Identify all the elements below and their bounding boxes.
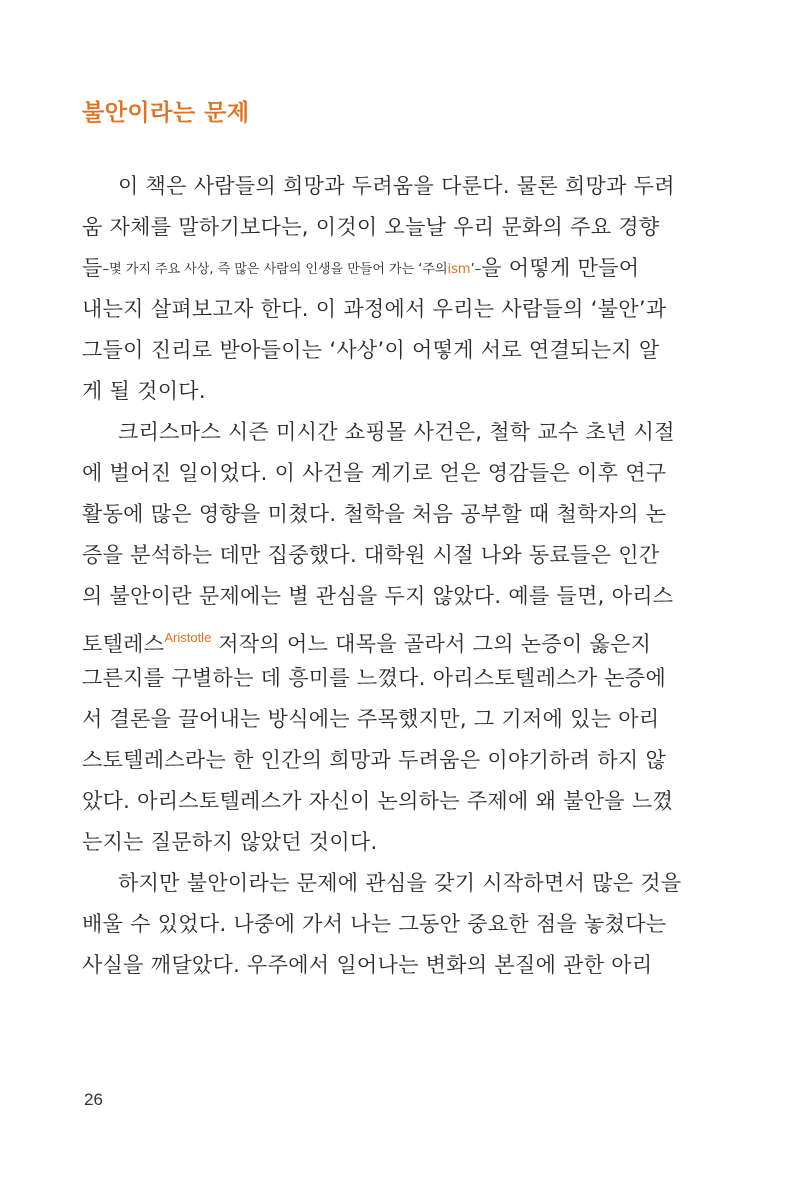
paragraph-line: 활동에 많은 영향을 미쳤다. 철학을 처음 공부할 때 철학자의 논 (82, 502, 667, 526)
paragraph-line-with-note (82, 248, 718, 289)
paragraph-line: 내는지 살펴보고자 한다. 이 과정에서 우리는 사람들의 ‘불안’과 (82, 297, 667, 321)
paragraph-line: 스토텔레스라는 한 인간의 희망과 두려움은 이야기하려 하지 않 (82, 748, 667, 772)
paragraph-line: 의 불안이란 문제에는 별 관심을 두지 않았다. 예를 들면, 아리스 (82, 584, 674, 608)
line-text: 을 어떻게 만들어 (481, 256, 640, 280)
paragraph-line: 하지만 불안이라는 문제에 관심을 갖기 시작하면서 많은 것을 (118, 871, 682, 895)
paragraph-line: 그들이 진리로 받아들이는 ‘사상’이 어떻게 서로 연결되는지 알 (82, 338, 660, 362)
paragraph-line: 이 책은 사람들의 희망과 두려움을 다룬다. 물론 희망과 두려 (118, 174, 675, 198)
line-text: 들 (82, 256, 103, 280)
paragraph-line-with-term (82, 617, 718, 658)
paragraph-line: 았다. 아리스토텔레스가 자신이 논의하는 주제에 왜 불안을 느꼈 (82, 789, 674, 813)
body-text (82, 166, 718, 986)
line-text: 토텔레스 (82, 632, 165, 656)
inline-note: –몇 가지 주요 사상, 즉 많은 사람의 인생을 만들어 가는 ‘주의 (102, 262, 448, 277)
ism-term: ism (447, 262, 471, 277)
line-text: 저작의 어느 대목을 골라서 그의 논증이 옳은지 (211, 632, 652, 656)
paragraph-line: 그른지를 구별하는 데 흥미를 느꼈다. 아리스토텔레스가 논증에 (82, 666, 667, 690)
paragraph-line: 움 자체를 말하기보다는, 이것이 오늘날 우리 문화의 주요 경향 (82, 215, 660, 239)
inline-note-end: ’– (470, 262, 482, 277)
page-number: 26 (84, 1090, 103, 1109)
aristotle-term: Aristotle (164, 630, 212, 645)
paragraph-line: 증을 분석하는 데만 집중했다. 대학원 시절 나와 동료들은 인간 (82, 543, 660, 567)
paragraph-line: 크리스마스 시즌 미시간 쇼핑몰 사건은, 철학 교수 초년 시절 (118, 420, 675, 444)
paragraph-line: 서 결론을 끌어내는 방식에는 주목했지만, 그 기저에 있는 아리 (82, 707, 660, 731)
paragraph-line: 는지는 질문하지 않았던 것이다. (82, 830, 378, 854)
section-title: 불안이라는 문제 (82, 100, 250, 126)
paragraph-line: 에 벌어진 일이었다. 이 사건을 계기로 얻은 영감들은 이후 연구 (82, 461, 667, 485)
paragraph-line: 사실을 깨달았다. 우주에서 일어나는 변화의 본질에 관한 아리 (82, 953, 653, 977)
paragraph-line: 게 될 것이다. (82, 379, 206, 403)
paragraph-line: 배울 수 있었다. 나중에 가서 나는 그동안 중요한 점을 놓쳤다는 (82, 912, 667, 936)
